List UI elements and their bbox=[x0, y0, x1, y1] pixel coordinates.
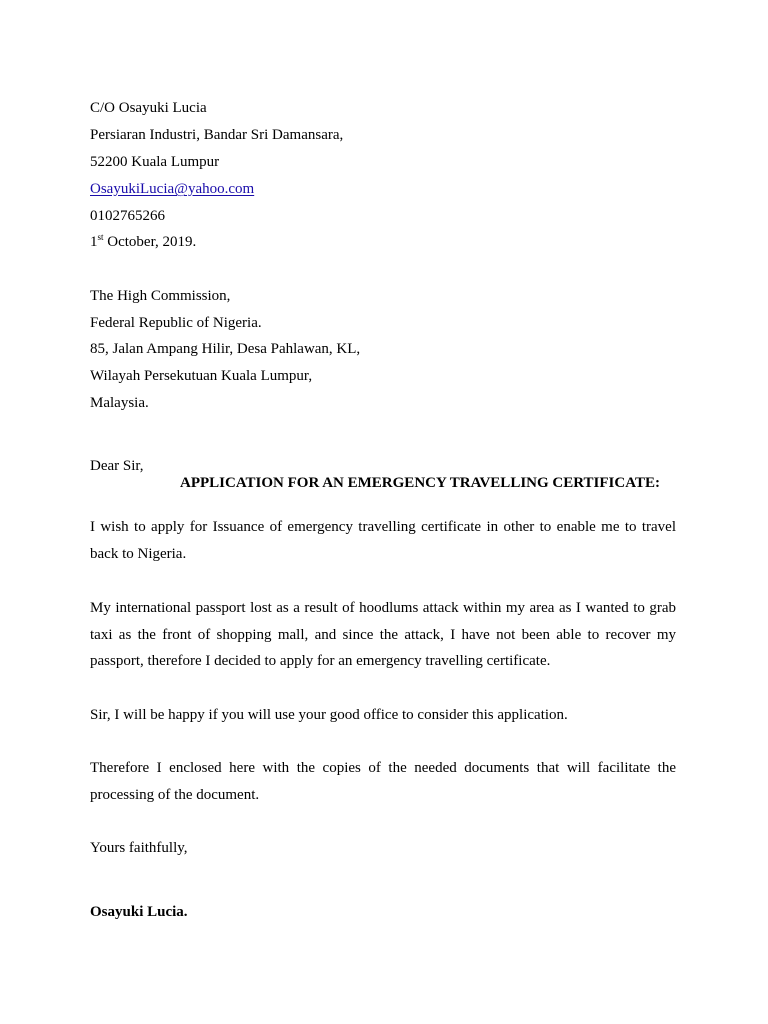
recipient-line-1: The High Commission, bbox=[90, 288, 231, 304]
body-paragraph-4: Therefore I enclosed here with the copies of the needed documents that will facilitate the processing of the document. bbox=[90, 760, 676, 803]
date-ordinal-suffix: st bbox=[97, 232, 104, 242]
recipient-line-3: 85, Jalan Ampang Hilir, Desa Pahlawan, KL, bbox=[90, 341, 361, 357]
recipient-line-2: Federal Republic of Nigeria. bbox=[90, 315, 262, 331]
closing: Yours faithfully, bbox=[90, 840, 188, 856]
recipient-line-4: Wilayah Persekutuan Kuala Lumpur, bbox=[90, 368, 313, 384]
sender-email-link[interactable]: OsayukiLucia@yahoo.com bbox=[90, 181, 255, 197]
signature-name: Osayuki Lucia. bbox=[90, 904, 188, 920]
subject-heading: APPLICATION FOR AN EMERGENCY TRAVELLING CERTIFICATE: bbox=[180, 475, 660, 491]
sender-address-line-2: 52200 Kuala Lumpur bbox=[90, 154, 220, 170]
date-day: 1 bbox=[90, 234, 98, 250]
sender-care-of: C/O Osayuki Lucia bbox=[90, 100, 207, 116]
body-paragraph-3: Sir, I will be happy if you will use your good office to consider this application. bbox=[90, 707, 568, 723]
letter-date bbox=[90, 232, 196, 252]
sender-phone: 0102765266 bbox=[90, 208, 165, 224]
recipient-line-5: Malaysia. bbox=[90, 395, 149, 411]
sender-address-line-1: Persiaran Industri, Bandar Sri Damansara, bbox=[90, 127, 344, 143]
body-paragraph-1: I wish to apply for Issuance of emergency travelling certificate in other to enable me to travel back to Nigeria. bbox=[90, 519, 676, 562]
date-month-year: October, 2019. bbox=[103, 234, 197, 250]
salutation: Dear Sir, bbox=[90, 458, 144, 474]
body-paragraph-2: My international passport lost as a result of hoodlums attack within my area as I wanted to grab taxi as the front of shopping mall, and since the attack, I have not been able to recover my passport, therefore I decided to apply for an emergency travelling certificate. bbox=[90, 600, 676, 670]
